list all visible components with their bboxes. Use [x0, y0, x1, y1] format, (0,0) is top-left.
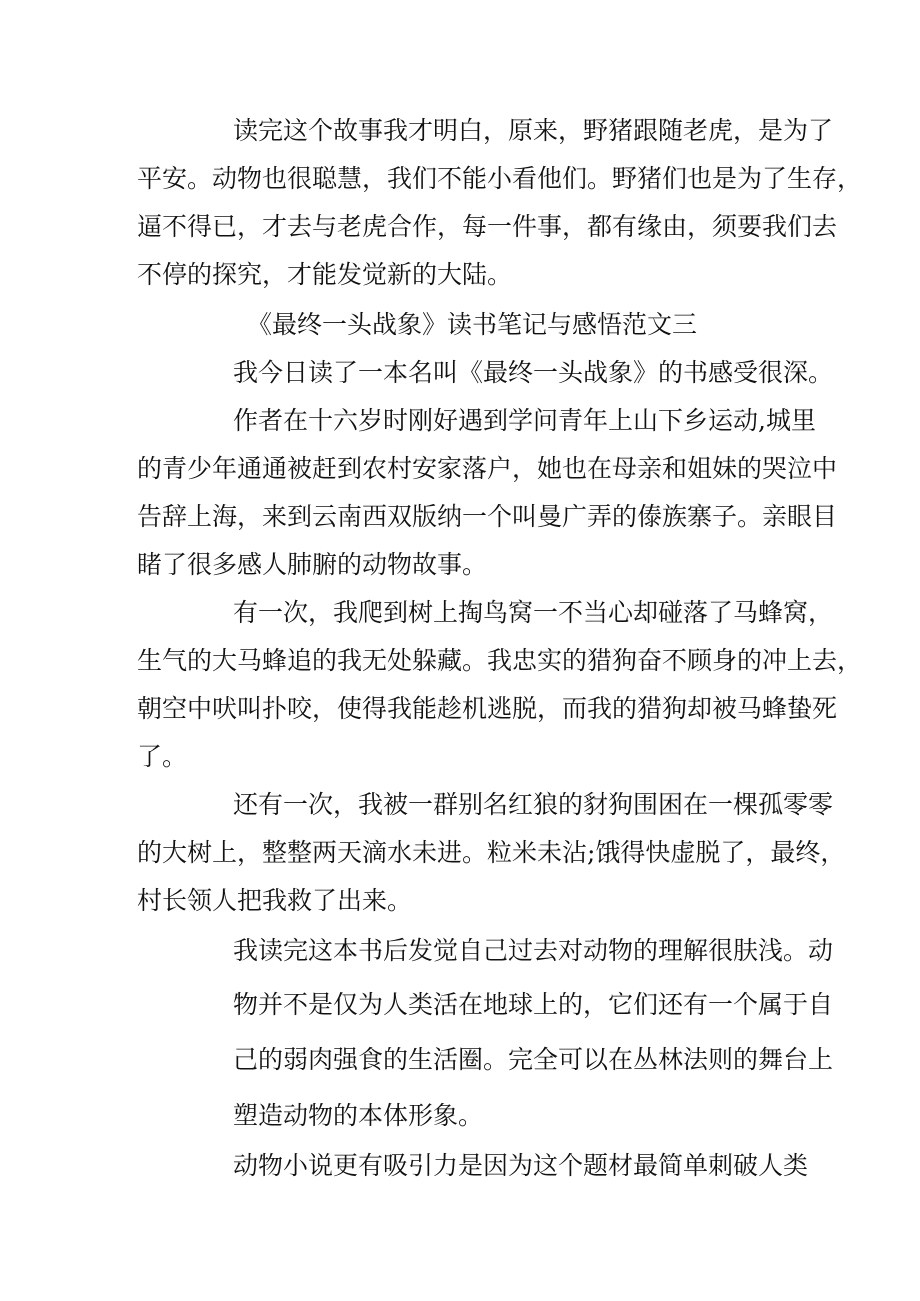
paragraph-line: 了。: [137, 742, 188, 771]
paragraph-line: 的青少年通通被赶到农村安家落户，她也在母亲和姐妹的哭泣中: [137, 454, 838, 483]
paragraph-line: 村长领人把我救了出来。: [137, 886, 413, 915]
paragraph-line: 平安。动物也很聪慧，我们不能小看他们。野猪们也是为了生存，: [137, 164, 863, 193]
paragraph-line: 的大树上，整整两天滴水未进。粒米未沾;饿得快虚脱了，最终，: [137, 838, 846, 867]
paragraph-line: 朝空中吠叫扑咬，使得我能趁机逃脱，而我的猎狗却被马蜂蛰死: [137, 694, 838, 723]
paragraph-line: 己的弱肉强食的生活圈。完全可以在丛林法则的舞台上: [233, 1045, 834, 1074]
paragraph-line: 我今日读了一本名叫《最终一头战象》的书感受很深。: [233, 358, 834, 387]
paragraph-line: 作者在十六岁时刚好遇到学问青年上山下乡运动,城里: [233, 406, 816, 435]
paragraph-line: 还有一次，我被一群别名红狼的豺狗围困在一棵孤零零: [233, 790, 834, 819]
paragraph-line: 不停的探究，才能发觉新的大陆。: [137, 260, 513, 289]
paragraph-line: 动物小说更有吸引力是因为这个题材最简单刺破人类: [233, 1151, 809, 1180]
paragraph-line: 有一次，我爬到树上掏鸟窝一不当心却碰落了马蜂窝，: [233, 598, 834, 627]
paragraph-line: 我读完这本书后发觉自己过去对动物的理解很肤浅。动: [233, 936, 834, 965]
paragraph-line: 生气的大马蜂追的我无处躲藏。我忠实的猎狗奋不顾身的冲上去，: [137, 646, 863, 675]
paragraph-line: 物并不是仅为人类活在地球上的，它们还有一个属于自: [233, 990, 834, 1019]
paragraph-line: 告辞上海，来到云南西双版纳一个叫曼广弄的傣族寨子。亲眼目: [137, 502, 838, 531]
section-title: 《最终一头战象》读书笔记与感悟范文三: [247, 310, 698, 339]
paragraph-line: 逼不得已，才去与老虎合作，每一件事，都有缘由，须要我们去: [137, 212, 838, 241]
paragraph-line: 塑造动物的本体形象。: [233, 1101, 484, 1130]
paragraph-line: 睹了很多感人肺腑的动物故事。: [137, 550, 488, 579]
paragraph-line: 读完这个故事我才明白，原来，野猪跟随老虎，是为了: [233, 116, 834, 145]
